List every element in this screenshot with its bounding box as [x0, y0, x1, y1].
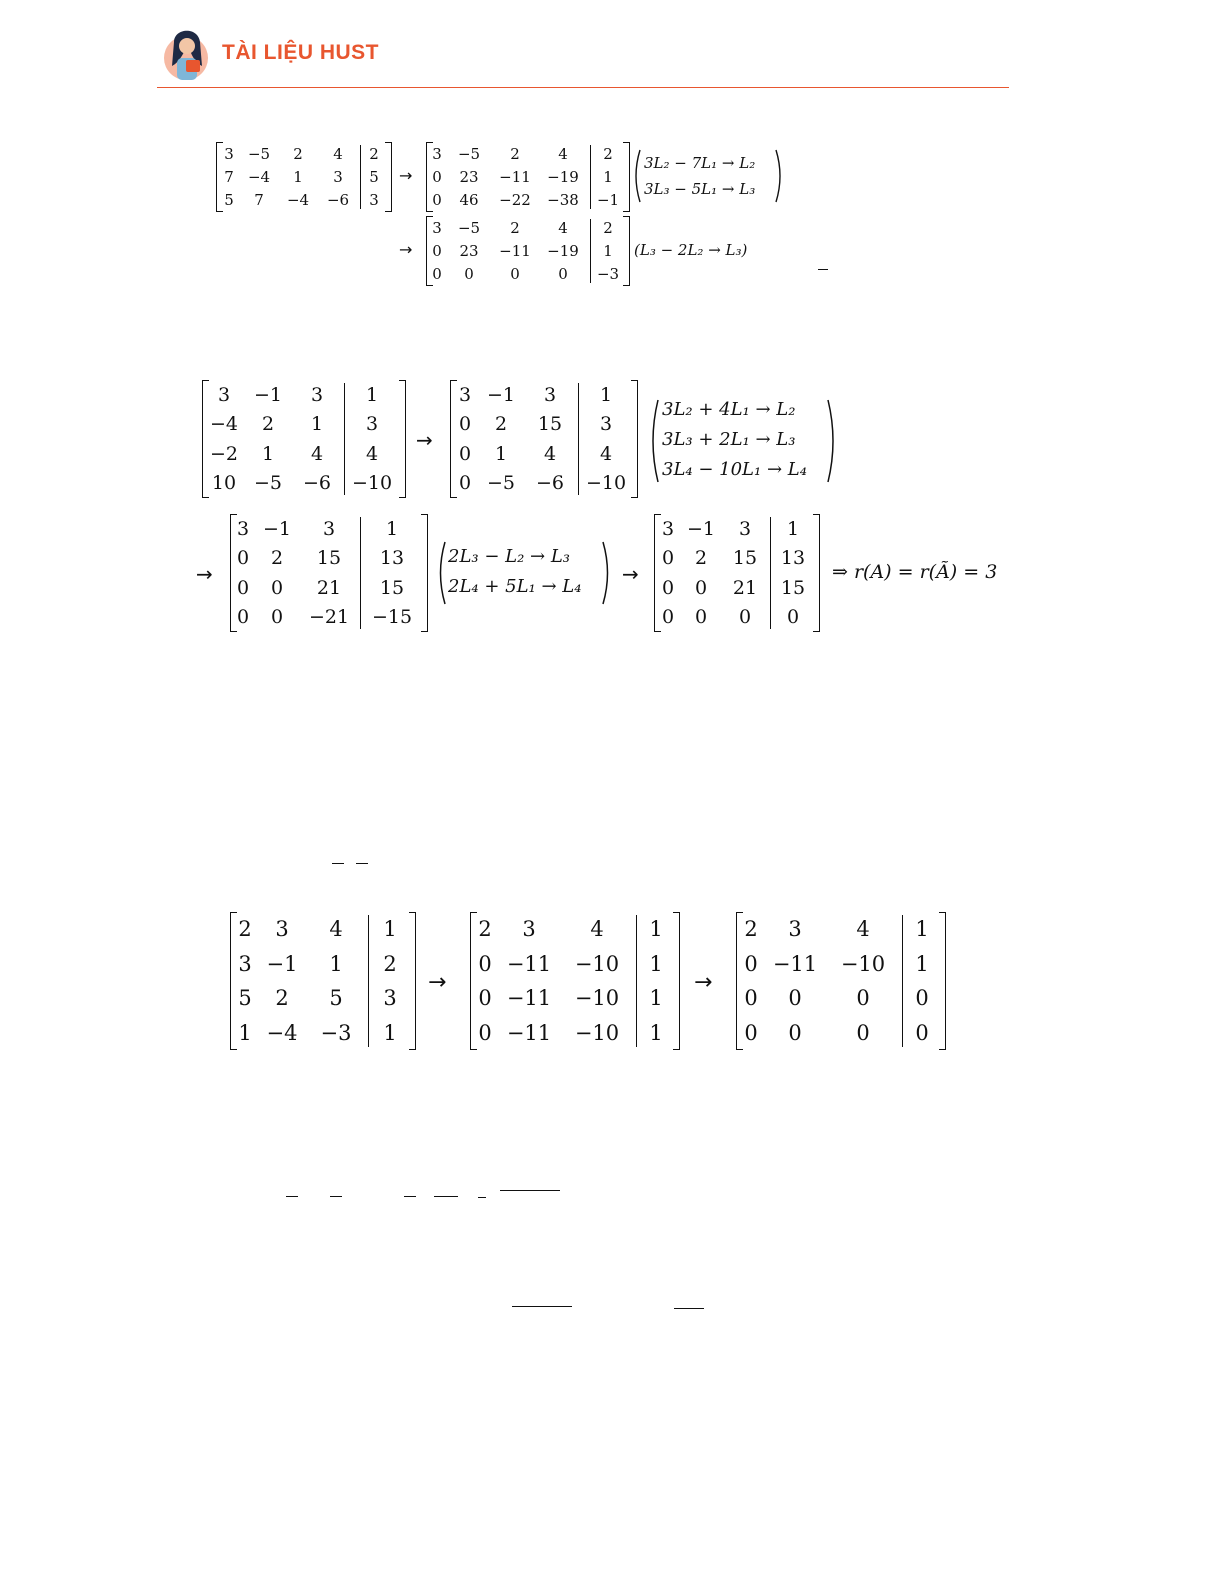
matrix-cell: 3: [432, 218, 442, 237]
matrix-cell: 2: [275, 986, 289, 1011]
matrix-cell: 4: [543, 442, 557, 465]
matrix-cell: −5: [253, 472, 282, 495]
row-operation: 3L₂ − 7L₁ → L₂: [644, 154, 756, 172]
overline-fragment: [330, 1196, 342, 1197]
matrix-cell: 0: [458, 442, 472, 465]
matrix-cell: 3: [543, 383, 557, 406]
matrix-cell: 2: [261, 413, 275, 436]
matrix-cell: −10: [574, 951, 620, 976]
left-bracket: [450, 380, 457, 498]
matrix-cell: 0: [744, 986, 758, 1011]
matrix-cell: 2: [510, 218, 520, 237]
matrix-cell: −1: [486, 383, 515, 406]
right-bracket: [623, 216, 630, 286]
matrix-cell: 1: [915, 951, 929, 976]
left-bracket: [202, 380, 209, 498]
matrix-cell: 3: [333, 167, 343, 186]
left-bracket: [470, 912, 477, 1050]
matrix-cell: 4: [329, 917, 343, 942]
matrix-cell: 0: [432, 191, 442, 210]
augment-separator: [902, 915, 903, 1047]
matrix-cell: 3: [661, 517, 675, 540]
matrix-cell: 5: [224, 191, 234, 210]
matrix-cell: 0: [915, 1020, 929, 1045]
matrix-cell: −22: [499, 191, 531, 210]
left-bracket: [426, 142, 433, 212]
matrix-cell: 0: [464, 265, 474, 284]
matrix-cell: 2: [383, 951, 397, 976]
matrix-cell: 1: [599, 383, 613, 406]
matrix-cell: −15: [371, 606, 413, 629]
matrix-cell: 3: [788, 917, 802, 942]
matrix-cell: 0: [236, 576, 250, 599]
matrix-cell: −10: [574, 986, 620, 1011]
matrix-cell: 15: [379, 576, 405, 599]
matrix-cell: 0: [738, 606, 752, 629]
matrix-cell: −1: [686, 517, 715, 540]
left-bracket: [216, 142, 223, 212]
matrix-cell: −21: [308, 606, 350, 629]
matrix-augmented: [232, 912, 414, 1050]
row-operation: 2L₄ + 5L₁ → L₄: [448, 576, 582, 597]
matrix-cell: 15: [780, 576, 806, 599]
matrix-cell: 3: [458, 383, 472, 406]
matrix-cell: 4: [365, 442, 379, 465]
matrix-cell: 2: [603, 144, 613, 163]
left-bracket: [230, 912, 237, 1050]
matrix-cell: 1: [383, 917, 397, 942]
augment-separator: [360, 517, 361, 629]
overline-fragment: [332, 863, 344, 864]
overline-fragment: [478, 1197, 486, 1198]
matrix-cell: −11: [506, 986, 552, 1011]
matrix-cell: 0: [478, 951, 492, 976]
matrix-cell: 2: [744, 917, 758, 942]
right-bracket: [939, 912, 946, 1050]
matrix-cell: 15: [732, 547, 758, 570]
matrix-cell: 2: [494, 413, 508, 436]
augment-separator: [368, 915, 369, 1047]
matrix-cell: 1: [649, 917, 663, 942]
matrix-augmented: [232, 514, 426, 632]
arrow: →: [399, 166, 413, 185]
matrix-cell: 10: [211, 472, 237, 495]
matrix-cell: 1: [494, 442, 508, 465]
matrix-cell: 0: [694, 576, 708, 599]
matrix-cell: 2: [293, 144, 303, 163]
matrix-cell: 3: [275, 917, 289, 942]
matrix-cell: 0: [478, 1020, 492, 1045]
row-operation: 3L₄ − 10L₁ → L₄: [662, 459, 807, 480]
matrix-cell: 0: [786, 606, 800, 629]
matrix-cell: 15: [537, 413, 563, 436]
matrix-cell: 4: [310, 442, 324, 465]
matrix-cell: 21: [732, 576, 758, 599]
matrix-cell: −1: [596, 191, 620, 210]
matrix-cell: 23: [459, 167, 479, 186]
matrix-cell: −11: [499, 241, 531, 260]
matrix-augmented: [428, 216, 628, 286]
matrix-cell: 7: [254, 191, 264, 210]
matrix-cell: 1: [383, 1020, 397, 1045]
augment-separator: [578, 383, 579, 495]
matrix-cell: 1: [603, 167, 613, 186]
matrix-cell: 2: [603, 218, 613, 237]
right-bracket: [623, 142, 630, 212]
matrix-cell: 2: [369, 144, 379, 163]
matrix-cell: 4: [558, 218, 568, 237]
matrix-cell: −1: [266, 951, 298, 976]
matrix-cell: −4: [247, 167, 271, 186]
matrix-cell: 15: [316, 547, 342, 570]
augment-separator: [770, 517, 771, 629]
matrix-cell: −19: [547, 241, 579, 260]
matrix-cell: −6: [535, 472, 564, 495]
header-divider: [157, 87, 1009, 88]
right-bracket: [673, 912, 680, 1050]
matrix-cell: 4: [599, 442, 613, 465]
matrix-cell: 0: [236, 547, 250, 570]
matrix-cell: 4: [590, 917, 604, 942]
matrix-cell: 3: [383, 986, 397, 1011]
row-operation: 3L₃ − 5L₁ → L₃: [644, 180, 756, 198]
matrix-cell: 1: [238, 1020, 252, 1045]
matrix-cell: 0: [661, 547, 675, 570]
matrix-cell: 5: [369, 167, 379, 186]
matrix-cell: −11: [506, 1020, 552, 1045]
matrix-cell: 3: [238, 951, 252, 976]
arrow: →: [428, 970, 447, 995]
matrix-cell: 3: [599, 413, 613, 436]
matrix-cell: 23: [459, 241, 479, 260]
matrix-augmented: [738, 912, 944, 1050]
matrix-cell: 0: [236, 606, 250, 629]
augment-separator: [636, 915, 637, 1047]
matrix-cell: 3: [322, 517, 336, 540]
matrix-cell: 5: [238, 986, 252, 1011]
matrix-cell: 13: [379, 547, 405, 570]
matrix-cell: −10: [351, 472, 393, 495]
right-bracket: [399, 380, 406, 498]
matrix-cell: 1: [603, 241, 613, 260]
matrix-augmented: [428, 142, 628, 212]
matrix-cell: 4: [333, 144, 343, 163]
right-bracket: [409, 912, 416, 1050]
augment-separator: [590, 145, 591, 209]
arrow: →: [416, 428, 433, 452]
fraction-bar: [512, 1306, 572, 1307]
matrix-cell: 2: [478, 917, 492, 942]
overline-fragment: [286, 1196, 298, 1197]
matrix-cell: 0: [432, 265, 442, 284]
left-bracket: [736, 912, 743, 1050]
matrix-cell: 0: [458, 472, 472, 495]
row-operation: 2L₃ − L₂ → L₃: [448, 546, 571, 567]
matrix-cell: 21: [316, 576, 342, 599]
matrix-cell: 1: [310, 413, 324, 436]
matrix-cell: 46: [459, 191, 479, 210]
left-bracket: [654, 514, 661, 632]
arrow: →: [196, 562, 213, 586]
matrix-cell: −19: [547, 167, 579, 186]
matrix-cell: 1: [261, 442, 275, 465]
right-bracket: [385, 142, 392, 212]
matrix-cell: −4: [209, 413, 238, 436]
matrix-cell: −1: [253, 383, 282, 406]
matrix-cell: 3: [365, 413, 379, 436]
matrix-augmented: [218, 142, 390, 212]
right-bracket: [421, 514, 428, 632]
matrix-cell: −5: [457, 144, 481, 163]
matrix-cell: 1: [786, 517, 800, 540]
overline-fragment: [818, 269, 828, 270]
matrix-cell: 3: [224, 144, 234, 163]
matrix-cell: 1: [329, 951, 343, 976]
matrix-augmented: [656, 514, 818, 632]
matrix-cell: 1: [385, 517, 399, 540]
matrix-cell: −5: [486, 472, 515, 495]
matrix-cell: 4: [558, 144, 568, 163]
brand-title: TÀI LIỆU HUST: [222, 41, 379, 64]
matrix-cell: 3: [522, 917, 536, 942]
matrix-cell: −10: [840, 951, 886, 976]
matrix-cell: 3: [236, 517, 250, 540]
matrix-cell: 13: [780, 547, 806, 570]
matrix-cell: −1: [262, 517, 291, 540]
matrix-cell: 1: [915, 917, 929, 942]
matrix-cell: −4: [266, 1020, 298, 1045]
matrix-augmented: [452, 380, 636, 498]
augment-separator: [360, 145, 361, 209]
matrix-cell: 1: [649, 986, 663, 1011]
matrix-cell: 0: [478, 986, 492, 1011]
matrix-cell: 2: [238, 917, 252, 942]
matrix-cell: −11: [499, 167, 531, 186]
matrix-cell: 0: [270, 576, 284, 599]
matrix-cell: 1: [293, 167, 303, 186]
matrix-cell: 0: [788, 1020, 802, 1045]
matrix-cell: 0: [694, 606, 708, 629]
matrix-cell: −11: [506, 951, 552, 976]
matrix-cell: 2: [510, 144, 520, 163]
matrix-cell: 3: [369, 191, 379, 210]
matrix-cell: −10: [574, 1020, 620, 1045]
rank-conclusion: ⇒ r(A) = r(Ã) = 3: [832, 561, 998, 583]
matrix-cell: 3: [310, 383, 324, 406]
matrix-cell: 2: [270, 547, 284, 570]
matrix-cell: −6: [302, 472, 331, 495]
fraction-bar: [674, 1308, 704, 1309]
matrix-cell: 0: [744, 951, 758, 976]
right-bracket: [813, 514, 820, 632]
matrix-cell: 4: [856, 917, 870, 942]
augment-separator: [590, 219, 591, 283]
row-operation: 3L₃ + 2L₁ → L₃: [662, 429, 796, 450]
matrix-cell: −5: [247, 144, 271, 163]
matrix-cell: 0: [661, 576, 675, 599]
arrow: →: [622, 562, 639, 586]
matrix-augmented: [472, 912, 678, 1050]
matrix-cell: 0: [856, 986, 870, 1011]
right-bracket: [631, 380, 638, 498]
overline-fragment: [356, 863, 368, 864]
matrix-cell: 1: [649, 1020, 663, 1045]
row-operation: (L₃ − 2L₂ → L₃): [634, 241, 748, 259]
matrix-cell: 3: [432, 144, 442, 163]
matrix-cell: 0: [661, 606, 675, 629]
matrix-cell: 3: [217, 383, 231, 406]
arrow: →: [399, 240, 413, 259]
header-logo: [160, 22, 216, 84]
left-bracket: [230, 514, 237, 632]
overline-fragment: [434, 1196, 458, 1197]
matrix-cell: 0: [270, 606, 284, 629]
matrix-cell: 0: [788, 986, 802, 1011]
matrix-cell: −38: [547, 191, 579, 210]
matrix-cell: −2: [209, 442, 238, 465]
overline-fragment: [404, 1196, 416, 1197]
matrix-cell: −6: [326, 191, 350, 210]
matrix-cell: −3: [596, 265, 620, 284]
matrix-cell: −5: [457, 218, 481, 237]
matrix-cell: 7: [224, 167, 234, 186]
matrix-cell: −3: [320, 1020, 352, 1045]
fraction-bar: [500, 1190, 560, 1191]
student-mascot-icon: [160, 22, 216, 84]
arrow: →: [694, 970, 713, 995]
matrix-cell: 0: [432, 241, 442, 260]
row-operation: 3L₂ + 4L₁ → L₂: [662, 399, 796, 420]
matrix-cell: 1: [365, 383, 379, 406]
matrix-augmented: [204, 380, 404, 498]
matrix-cell: −10: [585, 472, 627, 495]
matrix-cell: 5: [329, 986, 343, 1011]
matrix-cell: 3: [738, 517, 752, 540]
matrix-cell: 0: [915, 986, 929, 1011]
augment-separator: [344, 383, 345, 495]
matrix-cell: 0: [458, 413, 472, 436]
matrix-cell: 2: [694, 547, 708, 570]
matrix-cell: 1: [649, 951, 663, 976]
matrix-cell: −4: [286, 191, 310, 210]
matrix-cell: 0: [558, 265, 568, 284]
matrix-cell: 0: [856, 1020, 870, 1045]
matrix-cell: 0: [510, 265, 520, 284]
matrix-cell: 0: [744, 1020, 758, 1045]
matrix-cell: −11: [772, 951, 818, 976]
left-bracket: [426, 216, 433, 286]
matrix-cell: 0: [432, 167, 442, 186]
